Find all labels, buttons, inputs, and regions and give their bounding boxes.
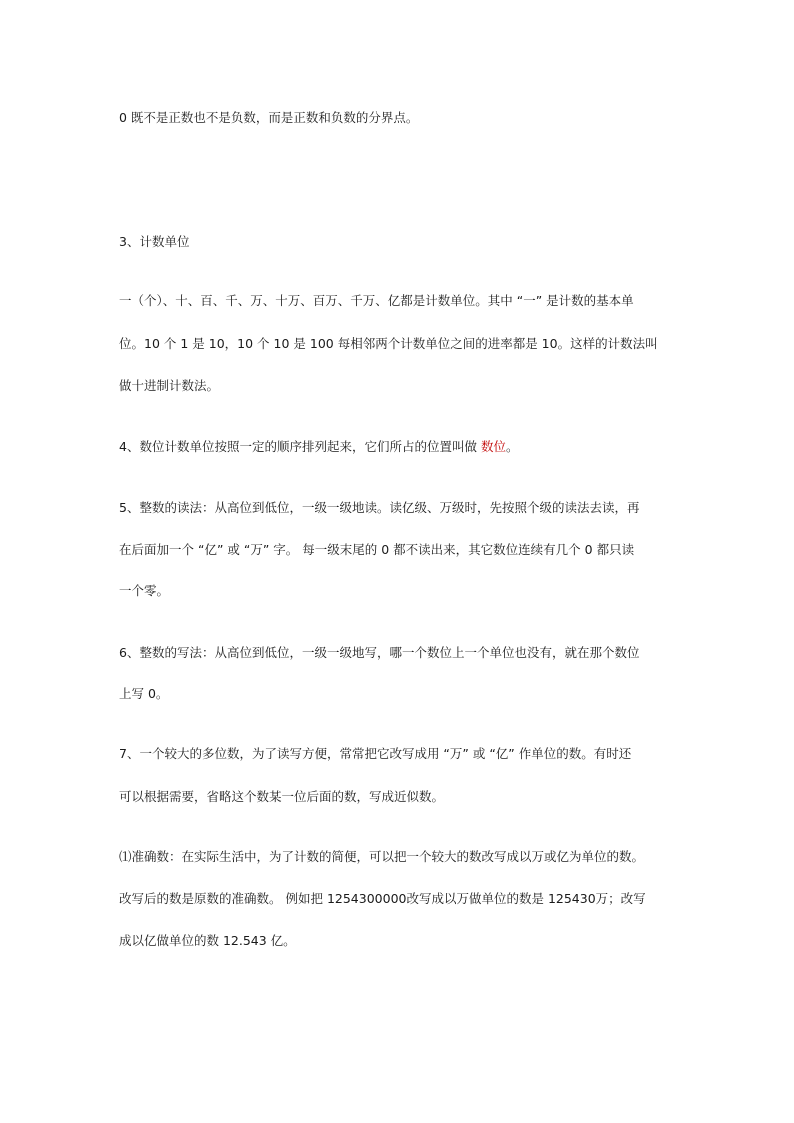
section-3-line-1: 一（个）、十、百、千、万、十万、百万、千万、亿都是计数单位。其中 “一” 是计数的基本单 — [119, 293, 634, 308]
section-3-heading: 3、计数单位 — [119, 234, 190, 249]
section-6-line-2: 上写 0。 — [119, 686, 169, 701]
section-4-text: 4、数位计数单位按照一定的顺序排列起来，它们所占的位置叫做 — [119, 439, 481, 454]
section-7a-line-3: 成以亿做单位的数 12.543 亿。 — [119, 933, 296, 948]
section-6-line-1: 6、整数的写法：从高位到低位，一级一级地写，哪一个数位上一个单位也没有，就在那个数位 — [119, 645, 640, 660]
section-5-line-3: 一个零。 — [119, 583, 170, 598]
section-4-period: 。 — [505, 439, 519, 454]
section-7-line-2: 可以根据需要，省略这个数某一位后面的数，写成近似数。 — [119, 789, 445, 804]
section-4-paragraph — [119, 439, 694, 455]
section-5-line-2: 在后面加一个 “亿” 或 “万” 字。 每一级末尾的 0 都不读出来，其它数位连续有几个 0 都只读 — [119, 542, 635, 557]
section-5-line-1: 5、整数的读法：从高位到低位，一级一级地读。读亿级、万级时，先按照个级的读法去读，再 — [119, 500, 640, 515]
section-7a-line-2: 改写后的数是原数的准确数。 例如把 1254300000改写成以万做单位的数是 125430万；改写 — [119, 891, 646, 906]
section-4-term-highlight: 数位 — [480, 439, 506, 454]
section-7-line-1: 7、一个较大的多位数，为了读写方便，常常把它改写成用 “万” 或 “亿” 作单位的数。有时还 — [119, 746, 632, 761]
section-3-line-3: 做十进制计数法。 — [119, 378, 220, 393]
section-7a-line-1: ⑴准确数：在实际生活中，为了计数的简便，可以把一个较大的数改写成以万或亿为单位的数。 — [119, 849, 645, 864]
section-3-line-2: 位。10 个 1 是 10，10 个 10 是 100 每相邻两个计数单位之间的进率都是 10。这样的计数法叫 — [119, 336, 658, 351]
intro-text: 0 既不是正数也不是负数，而是正数和负数的分界点。 — [119, 110, 419, 125]
